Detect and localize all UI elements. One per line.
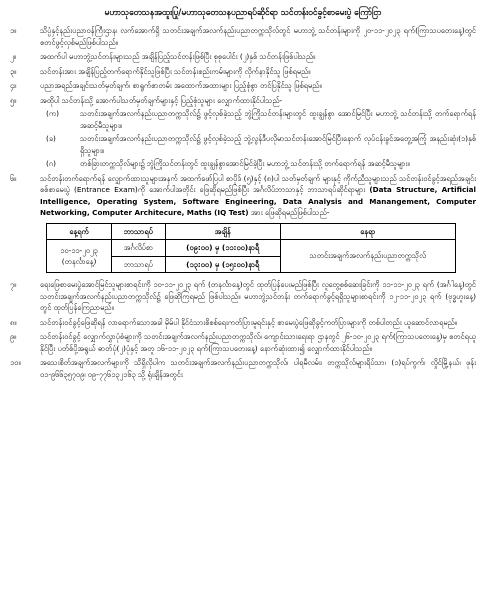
item-number: ၇။	[10, 280, 17, 289]
item-text: သင်တန်းအား အချိန်ပြည့်တက်ရောက်နိုင်သူဖြစ်ပြီး သင်တန်းစည်းကမ်းများကို လိုက်နာနိုင်သူ ဖြစ်ရမည်။	[40, 66, 311, 76]
list-item	[10, 66, 476, 78]
sub-item	[40, 158, 476, 170]
item-text: ရေးဖြေစာမေးပွဲအောင်မြင်သူများစာရင်းကို ၁၀-၁၁-၂၀၂၃ ရက် (တနင်္လာနေ့)တွင် ထုတ်ပြန်ပေးမည်ဖြစ်ပြီး လူတွေ့စစ်ဆေးခြင်းကို ၁၁-၁၁-၂၀၂၃ ရက် (အင်္ဂါနေ့)တွင် သတင်းအချက်အလက်နည်းပညာတက္ကသိုလ်၌ ဖြေဆိုကြရမည် ဖြစ်ပါသည်။ မဟာဘွဲ့သင်တန်း တက်ရောက်ခွင့်ရရှိသူများစာရင်းကို ၁၂-၁၁-၂၀၂၃ ရက် (ဗုဒ္ဓဟူးနေ့) တွင် ထုတ်ပြန်ကြေညာမည်။	[40, 280, 476, 312]
exam-subject: ဘာသာရပ်	[112, 256, 166, 273]
exam-time: (၁၃:၀၀) မှ (၁၅:၀၀)နာရီ	[165, 256, 280, 273]
page-title: မဟာသုတေသနအထူးပြု/မဟာသုတေသနပညာရပ်ဆိုင်ရာ သင်တန်းဝင်ခွင့်စာမေးပွဲ ကြော်ငြာ	[104, 7, 382, 17]
table-header: နေ့ရက်	[47, 223, 112, 240]
sub-item	[40, 108, 476, 131]
table-header: နေရာ	[280, 223, 455, 240]
list-item	[10, 80, 476, 92]
exam-day: (တနင်္လာနေ့)	[61, 257, 97, 266]
list-item	[10, 25, 476, 48]
list-item	[10, 317, 476, 329]
item-number: ၉။	[10, 332, 17, 341]
item-number: ၅။	[10, 95, 17, 105]
item-text: သိပ္ပံနှင့်နည်းပညာဝန်ကြီးဌာန၊ လက်အောက်ရှိ သတင်းအချက်အလက်နည်းပညာတက္ကသိုလ်တွင် မဟာဘွဲ့ သင်တန်းများကို ၂၀-၁၁-၂၀၂၃ ရက်(ကြာသပတေးနေ့)တွင် စတင်ဖွင့်လှစ်မည်ဖြစ်ပါသည်။	[40, 26, 476, 47]
item-number: ၁။	[10, 26, 17, 35]
exam-date: ၁၀-၁၁-၂၀၂၃	[60, 245, 98, 255]
item-number: ၂။	[10, 52, 16, 61]
table-header: ဘာသာရပ်	[112, 223, 166, 240]
exam-schedule-table	[46, 223, 456, 274]
item-text: သင်တန်းတက်ရောက်ရန် လျှောက်ထားသူများအနက် အထက်ဖော်ပြပါ စာပိုဒ် (၅)နှင့် (၈)ပါ သတ်မှတ်ချက် များနှင့် ကိုက်ညီသူများသည် သင်တန်းဝင်ခွင့်အရည်အချင်းစစ်စာမေးပွဲ (Entrance Exam)ကို အောက်ပါအတိုင်း ဖြေဆိုရမည်ဖြစ်ပြီး အင်္ဂလိပ်ဘာသာနှင့် ဘာသာရပ်ဆိုင်ရာများ	[40, 173, 476, 194]
sub-item-text: သတင်းအချက်အလက်နည်းပညာတက္ကသိုလ်၌ ဖွင့်လှစ်ခဲ့သည့် ဘွဲ့ကြိုသင်တန်းများတွင် ထူးချွန်စွာ အောင်မြင်ပြီး မဟာဘွဲ့ သင်တန်းသို့ တက်ရောက်ရန် အဆင့်မီသူများ။	[80, 109, 476, 130]
table-header-row	[47, 223, 456, 240]
item-text: သင်တန်းဝင်ခွင့် လျှောက်လွှာပုံစံများကို သတင်းအချက်အလက်နည်းပညာတက္ကသိုလ်၊ ကျောင်းသားရေးရာ ဌာနတွင် ၂၆-၁၀-၂၀၂၃ ရက်(ကြာသပတေးနေ့)မှ စတင်ရယူနိုင်ပြီး ပတ်စ်ပို့အရွယ် ဓာတ်ပုံ(၂)ပုံနှင့် အတူ ၁၆-၁၁-၂၀၂၃ ရက်(ကြာသပတေးနေ့) နောက်ဆုံးထား၍ လျှောက်ထားနိုင်ပါသည်။	[40, 332, 476, 353]
sub-item-label: (ဂ)	[46, 159, 56, 168]
item-text-tail: အား ဖြေဆိုရမည်ဖြစ်ပါသည်-	[250, 208, 330, 217]
exam-subjects: (Data Structure, Artificial Intelligence, Operating System, Software Engineering, Data Analysis and Manangement, Computer Networking, Computer Architecure, Maths (IQ Test)	[40, 185, 476, 217]
item-text: အထိုပါ သင်တန်းသို့ အောက်ပါသတ်မှတ်ချက်များနှင့် ပြည့်စုံသူများ လျှောက်ထားနိုင်ပါသည်-	[40, 95, 283, 105]
list-item	[10, 331, 476, 354]
item-number: ၁၀။	[10, 358, 21, 367]
sub-item-label: (က)	[46, 109, 59, 118]
item-text: ပညာအရည်အချင်းသတ်မှတ်ချက်၊ စာရွက်စာတမ်း အထောက်အထားများ ပြည့်စုံစွာ တင်ပြနိုင်သူ ဖြစ်ရမည်။	[40, 81, 322, 90]
item-text-block	[40, 173, 476, 219]
exam-date-cell	[47, 240, 112, 273]
item-number: ၈။	[10, 317, 17, 327]
list-item	[10, 279, 476, 314]
list-item	[10, 357, 476, 380]
list-item	[10, 51, 476, 63]
item-text: သင်တန်းဝင်ခွင့်ဖြေဆိုရန် လာရောက်သောအခါ မှိမ်ပါ နိုင်ငံသားစိစစ်ရေးကတ်ပြားမူရင်းနှင့် စာမေးပွဲဖြေဆိုခွင့်ကတ်ပြားများကို တစ်ပါတည်း ယူဆောင်လာရမည်။	[40, 317, 457, 327]
table-row	[47, 240, 456, 257]
exam-subject: အင်္ဂလိပ်စာ	[112, 240, 166, 257]
item-number: ၃။	[10, 66, 17, 76]
list-item	[10, 95, 476, 170]
sub-item-text: တစ်ခြားတက္ကသိုလ်များ၌ ဘွဲ့ကြိုသင်တန်းတွင် ထူးချွန်စွာအောင်မြင်ခဲ့ပြီး မဟာဘွဲ့ သင်တန်းသို့ တက်ရောက်ရန် အဆင့်မီသူများ။	[80, 159, 410, 168]
sub-item-text: သတင်းအချက်အလက်နည်းပညာတက္ကသိုလ်၌ ဖွင့်လှစ်ခဲ့သည့် ဘွဲ့လွန်ဒီပလိုမာသင်တန်းအောင်မြင်ပြီးနောက် လုပ်ငန်းခွင်အတွေ့အကြုံ အနည်းဆုံး(၁)နှစ်ရှိသူများ။	[80, 134, 476, 155]
exam-time: (၀၉:၀၀) မှ (၁၁:၀၀)နာရီ	[165, 240, 280, 257]
exam-venue: သတင်းအချက်အလက်နည်းပညာတက္ကသိုလ်	[280, 240, 455, 273]
sub-item-label: (ခ)	[46, 134, 56, 143]
item-text: အသေးစိတ်အချက်အလက်များကို သိရှိလိုပါက သတင်းအချက်အလက်နည်းပညာတက္ကသိုလ်၊ ပါရမီလမ်း၊ တက္ကသိုလ်များရိပ်သာ၊ (၁)ရပ်ကွက်၊ လှိုင်မြို့နယ်၊ ဖုန်း ၀၁-၉၆၆၃၅၇၀၉၊ ၀၉-၇၇၆၁၃၂၁၆၃ သို့ ရုံးချိန်အတွင်း	[40, 358, 476, 379]
sub-item	[40, 133, 476, 156]
item-number: ၆။	[10, 173, 17, 183]
list-item	[10, 173, 476, 219]
item-text: အထက်ပါ မဟာဘွဲ့သင်တန်းများသည် အချိန်ပြည့်သင်တန်းဖြစ်ပြီး စုစုပေါင်း (၂)နှစ် သင်တန်းဖြစ်ပါသည်။	[40, 52, 316, 61]
item-text-block	[40, 95, 476, 170]
item-number: ၄။	[10, 81, 17, 90]
table-header: အချိန်	[165, 223, 280, 240]
